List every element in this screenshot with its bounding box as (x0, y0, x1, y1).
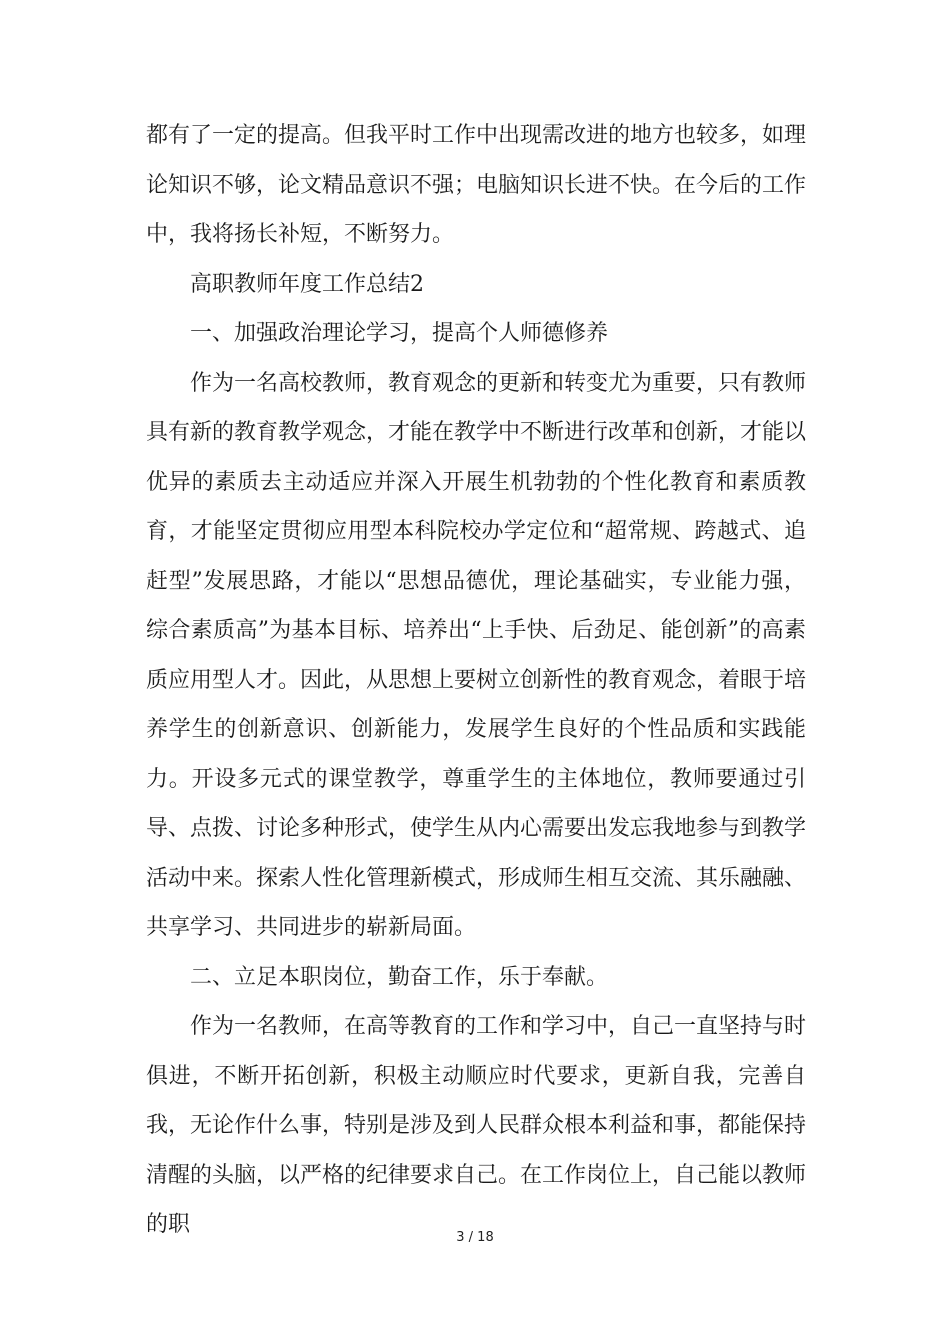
document-body (146, 111, 806, 1250)
section-heading-1: 一、加强政治理论学习，提高个人师德修养 (190, 321, 609, 346)
section-heading-2: 二、立足本职岗位，勤奋工作，乐于奉献。 (190, 964, 609, 990)
paragraph-body-1: 作为一名高校教师，教育观念的更新和转变尤为重要，只有教师具有新的教育教学观念，才能在教学中不断进行改革和创新，才能以优异的素质去主动适应并深入开展生机勃勃的个性化教育和素质教育，才能坚定贯彻应用型本科院校办学定位和“超常规、跨越式、追赶型”发展思路，才能以“思想品德优，理论基础实，专业能力强，综合素质高”为基本目标、培养出“上手快、后劲足、能创新”的高素质应用型人才。因此，从思想上要树立创新性的教育观念，着眼于培养学生的创新意识、创新能力，发展学生良好的个性品质和实践能力。开设多元式的课堂教学，尊重学生的主体地位，教师要通过引导、点拨、讨论多种形式，使学生从内心需要出发忘我地参与到教学活动中来。探索人性化管理新模式，形成师生相互交流、其乐融融、共享学习、共同进步的崭新局面。 (146, 370, 807, 940)
paragraph-body-2: 作为一名教师，在高等教育的工作和学习中，自己一直坚持与时俱进，不断开拓创新，积极主动顺应时代要求，更新自我，完善自我，无论作什么事，特别是涉及到人民群众根本利益和事，都能保持清醒的头脑，以严格的纪律要求自己。在工作岗位上，自己能以教师的职 (146, 1014, 807, 1237)
section-title: 高职教师年度工作总结2 (190, 271, 424, 297)
paragraph-continuation: 都有了一定的提高。但我平时工作中出现需改进的地方也较多，如理论知识不够，论文精品意识不强；电脑知识长进不快。在今后的工作中，我将扬长补短，不断努力。 (146, 123, 807, 247)
page-number: 3 / 18 (456, 1230, 494, 1245)
